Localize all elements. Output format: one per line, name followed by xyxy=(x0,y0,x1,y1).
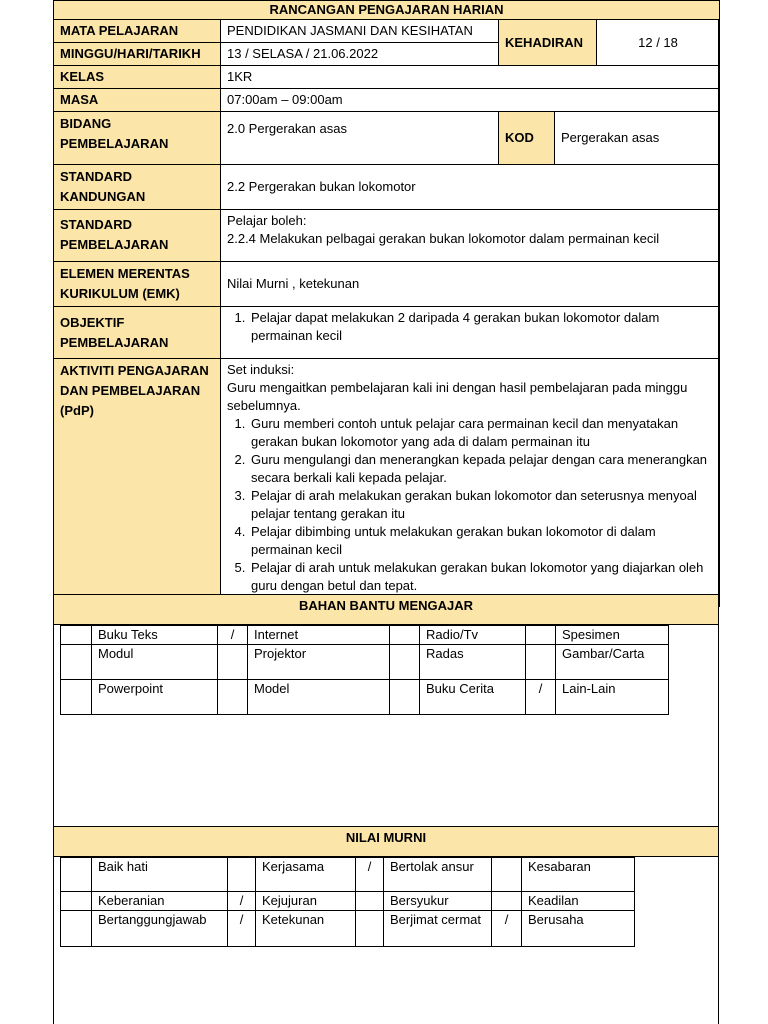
bbm-mark xyxy=(390,680,420,715)
akt-label-line-3: (PdP) xyxy=(60,403,94,418)
nilai-label: Keadilan xyxy=(522,892,635,911)
nilai-mark xyxy=(492,892,522,911)
emk-value: Nilai Murni , ketekunan xyxy=(221,262,720,307)
set-induksi-text: Guru mengaitkan pembelajaran kali ini dengan hasil pembelajaran pada minggu sebelumnya. xyxy=(227,380,688,413)
akt-label-line-2: DAN PEMBELAJARAN xyxy=(60,383,201,398)
bbm-mark: / xyxy=(526,680,556,715)
nilai-mark xyxy=(492,858,522,892)
bbm-mark xyxy=(526,626,556,645)
bidang-value: 2.0 Pergerakan asas xyxy=(221,112,499,165)
aktiviti-label xyxy=(54,359,221,607)
emk-label xyxy=(54,262,221,307)
bbm-label: Model xyxy=(248,680,390,715)
bbm-table xyxy=(60,625,669,715)
activity-step: 5. Pelajar di arah untuk melakukan gerakan bukan lokomotor yang diajarkan oleh guru dengan betul dan tepat. xyxy=(249,559,713,595)
sk-label-line-1: STANDARD xyxy=(60,169,132,184)
objective-item: 1. Pelajar dapat melakukan 2 daripada 4 gerakan bukan lokomotor dalam permainan kecil xyxy=(249,309,713,345)
bbm-section-header: BAHAN BANTU MENGAJAR xyxy=(53,594,719,625)
nilai-mark xyxy=(356,892,384,911)
nilai-label: Bertanggungjawab xyxy=(92,911,228,947)
standard-kandungan-label xyxy=(54,165,221,210)
nilai-box xyxy=(61,858,92,892)
objektif-value xyxy=(221,307,720,359)
nilai-label: Kejujuran xyxy=(256,892,356,911)
nilai-label: Berjimat cermat xyxy=(384,911,492,947)
sp-label-line-1: STANDARD xyxy=(60,217,132,232)
nilai-label: Keberanian xyxy=(92,892,228,911)
sk-label-line-2: KANDUNGAN xyxy=(60,189,146,204)
standard-pembelajaran-label xyxy=(54,210,221,262)
sp-standard: 2.2.4 Melakukan pelbagai gerakan bukan lokomotor dalam permainan kecil xyxy=(227,231,660,246)
bbm-mark xyxy=(218,645,248,680)
standard-pembelajaran-value xyxy=(221,210,720,262)
class-value: 1KR xyxy=(221,66,720,89)
obj-label-line-2: PEMBELAJARAN xyxy=(60,335,169,350)
nilai-mark: / xyxy=(356,858,384,892)
bbm-label: Gambar/Carta xyxy=(556,645,669,680)
sp-intro: Pelajar boleh: xyxy=(227,213,307,228)
emk-label-line-2: KURIKULUM (EMK) xyxy=(60,286,180,301)
nilai-box xyxy=(61,892,92,911)
bidang-label xyxy=(54,112,221,165)
bbm-label: Radas xyxy=(420,645,526,680)
activity-step: 1. Guru memberi contoh untuk pelajar cara permainan kecil dan menyatakan gerakan bukan lokomotor yang ada di dalam permainan itu xyxy=(249,415,713,451)
lesson-plan-table xyxy=(53,0,720,607)
bbm-mark xyxy=(390,645,420,680)
nilai-mark: / xyxy=(492,911,522,947)
week-label: MINGGU/HARI/TARIKH xyxy=(54,43,221,66)
nilai-label: Berusaha xyxy=(522,911,635,947)
bbm-label: Powerpoint xyxy=(92,680,218,715)
bidang-label-line-2: PEMBELAJARAN xyxy=(60,136,169,151)
subject-label: MATA PELAJARAN xyxy=(54,20,221,43)
emk-label-line-1: ELEMEN MERENTAS xyxy=(60,266,190,281)
bbm-label: Buku Cerita xyxy=(420,680,526,715)
bbm-mark xyxy=(390,626,420,645)
objective-list xyxy=(227,309,713,345)
bbm-mark xyxy=(218,680,248,715)
nilai-box xyxy=(61,911,92,947)
bbm-label: Lain-Lain xyxy=(556,680,669,715)
nilai-label: Baik hati xyxy=(92,858,228,892)
nilai-label: Kerjasama xyxy=(256,858,356,892)
nilai-section-header: NILAI MURNI xyxy=(53,826,719,857)
nilai-label: Ketekunan xyxy=(256,911,356,947)
nilai-mark: / xyxy=(228,892,256,911)
nilai-mark: / xyxy=(228,911,256,947)
attendance-value: 12 / 18 xyxy=(597,20,720,66)
nilai-table xyxy=(60,857,635,947)
bbm-label: Internet xyxy=(248,626,390,645)
nilai-label: Bertolak ansur xyxy=(384,858,492,892)
sp-label-line-2: PEMBELAJARAN xyxy=(60,237,169,252)
class-label: KELAS xyxy=(54,66,221,89)
aktiviti-value xyxy=(221,359,720,607)
activity-step: 3. Pelajar di arah melakukan gerakan bukan lokomotor dan seterusnya menyoal pelajar tentang gerakan itu xyxy=(249,487,713,523)
set-induksi-title: Set induksi: xyxy=(227,362,295,377)
activity-step: 4. Pelajar dibimbing untuk melakukan gerakan bukan lokomotor di dalam permainan kecil xyxy=(249,523,713,559)
bbm-box xyxy=(61,626,92,645)
bbm-label: Radio/Tv xyxy=(420,626,526,645)
bbm-box xyxy=(61,680,92,715)
bbm-box xyxy=(61,645,92,680)
bbm-mark: / xyxy=(218,626,248,645)
bbm-label: Buku Teks xyxy=(92,626,218,645)
akt-label-line-1: AKTIVITI PENGAJARAN xyxy=(60,363,209,378)
bbm-mark xyxy=(526,645,556,680)
kod-value: Pergerakan asas xyxy=(555,112,720,165)
bbm-label: Modul xyxy=(92,645,218,680)
nilai-mark xyxy=(228,858,256,892)
activity-step: 2. Guru mengulangi dan menerangkan kepada pelajar dengan cara menerangkan secara berkali kali kepada pelajar. xyxy=(249,451,713,487)
bbm-label: Projektor xyxy=(248,645,390,680)
standard-kandungan-value: 2.2 Pergerakan bukan lokomotor xyxy=(221,165,720,210)
time-label: MASA xyxy=(54,89,221,112)
subject-value: PENDIDIKAN JASMANI DAN KESIHATAN xyxy=(221,20,499,43)
activity-steps xyxy=(227,415,713,595)
bbm-label: Spesimen xyxy=(556,626,669,645)
nilai-label: Kesabaran xyxy=(522,858,635,892)
time-value: 07:00am – 09:00am xyxy=(221,89,720,112)
attendance-label: KEHADIRAN xyxy=(499,20,597,66)
kod-label: KOD xyxy=(499,112,555,165)
nilai-label: Bersyukur xyxy=(384,892,492,911)
obj-label-line-1: OBJEKTIF xyxy=(60,315,125,330)
nilai-mark xyxy=(356,911,384,947)
week-value: 13 / SELASA / 21.06.2022 xyxy=(221,43,499,66)
document-title: RANCANGAN PENGAJARAN HARIAN xyxy=(54,1,720,20)
objektif-label xyxy=(54,307,221,359)
bidang-label-line-1: BIDANG xyxy=(60,116,112,131)
